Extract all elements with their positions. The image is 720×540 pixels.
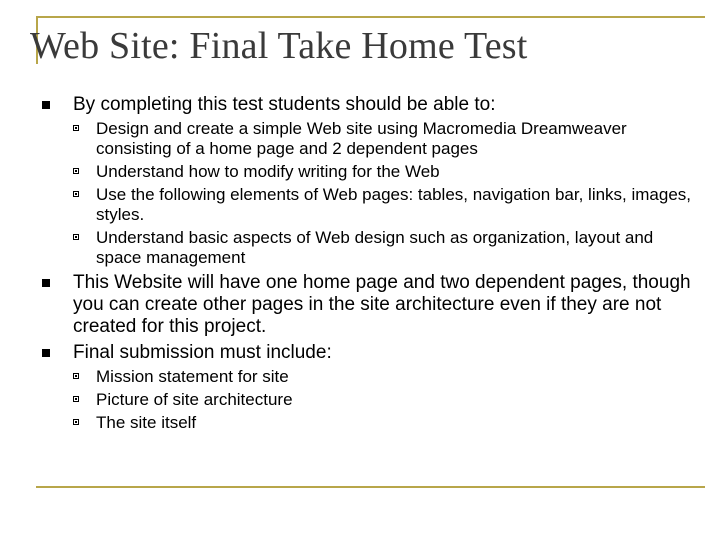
hollow-square-bullet-icon xyxy=(73,125,79,131)
sub-bullet-text: Picture of site architecture xyxy=(96,390,293,409)
bullet-item xyxy=(38,342,698,364)
square-bullet-icon xyxy=(42,279,50,287)
bottom-border-line xyxy=(36,486,705,488)
hollow-square-bullet-icon xyxy=(73,373,79,379)
sub-bullet-item xyxy=(38,119,698,159)
sub-bullet-text: Understand how to modify writing for the Web xyxy=(96,162,440,181)
sub-bullet-item xyxy=(38,367,698,387)
hollow-square-bullet-icon xyxy=(73,396,79,402)
bullet-group-3 xyxy=(38,342,698,433)
sub-bullet-item xyxy=(38,185,698,225)
bullet-item xyxy=(38,94,698,116)
hollow-square-bullet-icon xyxy=(73,168,79,174)
bullet-group-1 xyxy=(38,94,698,268)
sub-bullet-text: The site itself xyxy=(96,413,197,432)
sub-bullet-text: Mission statement for site xyxy=(96,367,289,386)
hollow-square-bullet-icon xyxy=(73,234,79,240)
top-border-line xyxy=(36,16,705,18)
sub-bullet-text: Design and create a simple Web site using Macromedia Dreamweaver consisting of a home page and 2 dependent pages xyxy=(96,119,627,158)
hollow-square-bullet-icon xyxy=(73,191,79,197)
sub-bullet-text: Use the following elements of Web pages: tables, navigation bar, links, images, styles. xyxy=(96,185,692,224)
sub-bullet-item xyxy=(38,162,698,182)
slide-title: Web Site: Final Take Home Test xyxy=(30,25,528,67)
bullet-text: By completing this test students should be able to: xyxy=(73,94,496,115)
bullet-group-2 xyxy=(38,272,698,338)
bullet-item xyxy=(38,272,698,338)
sub-bullet-item xyxy=(38,228,698,268)
sub-bullet-item xyxy=(38,390,698,410)
hollow-square-bullet-icon xyxy=(73,419,79,425)
square-bullet-icon xyxy=(42,101,50,109)
slide-content xyxy=(38,94,698,437)
bullet-text: Final submission must include: xyxy=(73,342,332,363)
sub-bullet-item xyxy=(38,413,698,433)
bullet-text: This Website will have one home page and two dependent pages, though you can create other pages in the site architecture even if they are not created for this project. xyxy=(73,272,691,337)
sub-bullet-text: Understand basic aspects of Web design such as organization, layout and space management xyxy=(96,228,654,267)
square-bullet-icon xyxy=(42,349,50,357)
